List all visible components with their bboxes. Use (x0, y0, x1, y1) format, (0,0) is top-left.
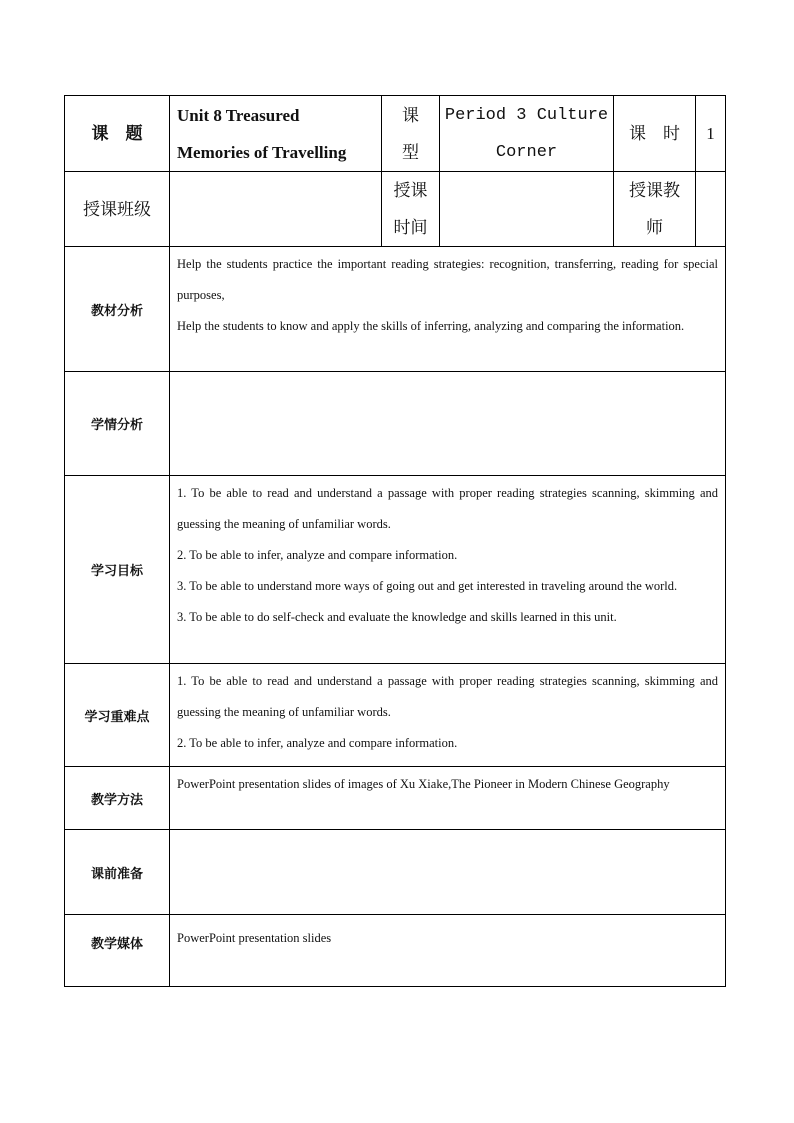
section-line: PowerPoint presentation slides of images of Xu Xiake,The Pioneer in Modern Chinese Geography (177, 777, 670, 791)
section-line: Help the students practice the important reading strategies: recognition, transferring, reading for special purposes, (177, 257, 718, 302)
lesson-plan-table (64, 95, 726, 987)
section-label: 教学方法 (65, 767, 170, 830)
section-row (65, 247, 726, 372)
teacher-value[interactable] (696, 172, 726, 247)
section-line: 3. To be able to do self-check and evaluate the knowledge and skills learned in this unit. (177, 610, 617, 624)
section-label: 学习重难点 (65, 664, 170, 767)
section-label: 学习目标 (65, 476, 170, 664)
teacher-label-line-2: 师 (646, 218, 663, 237)
section-label: 教学媒体 (65, 915, 170, 987)
section-row (65, 915, 726, 987)
section-content[interactable] (170, 830, 726, 915)
section-line: 1. To be able to read and understand a passage with proper reading strategies scanning, skimming and guessing the meaning of unfamiliar words. (177, 486, 718, 531)
section-content[interactable] (170, 372, 726, 476)
time-value[interactable] (440, 172, 614, 247)
section-row (65, 372, 726, 476)
section-line: Help the students to know and apply the skills of inferring, analyzing and comparing the information. (177, 319, 685, 333)
section-row (65, 476, 726, 664)
time-label-line-2: 时间 (393, 218, 428, 237)
section-line: 2. To be able to infer, analyze and compare information. (177, 736, 458, 750)
topic-value-line-1: Unit 8 Treasured (177, 105, 300, 125)
time-label (382, 172, 440, 247)
type-label (382, 96, 440, 172)
section-label: 课前准备 (65, 830, 170, 915)
teacher-label (614, 172, 696, 247)
type-value (440, 96, 614, 172)
section-row (65, 830, 726, 915)
section-label: 教材分析 (65, 247, 170, 372)
section-line: 3. To be able to understand more ways of going out and get interested in traveling around the world. (177, 579, 678, 593)
section-label: 学情分析 (65, 372, 170, 476)
topic-value-line-2: Memories of Travelling (177, 142, 347, 162)
class-value[interactable] (170, 172, 382, 247)
section-content (170, 664, 726, 767)
teacher-label-line-1: 授课教 (629, 181, 680, 200)
section-content (170, 476, 726, 664)
topic-label: 课 题 (65, 96, 170, 172)
type-value-line-2: Corner (495, 142, 558, 162)
period-value: 1 (696, 96, 726, 172)
section-line: 2. To be able to infer, analyze and compare information. (177, 548, 458, 562)
header-row-2 (65, 172, 726, 247)
time-label-line-1: 授课 (393, 181, 428, 200)
section-content (170, 767, 726, 830)
type-value-line-1: Period 3 Culture (444, 105, 609, 125)
section-line: 1. To be able to read and understand a passage with proper reading strategies scanning, skimming and guessing the meaning of unfamiliar words. (177, 674, 718, 719)
topic-value (170, 96, 382, 172)
section-content (170, 915, 726, 987)
header-row-1 (65, 96, 726, 172)
class-label: 授课班级 (65, 172, 170, 247)
section-line: PowerPoint presentation slides (177, 931, 332, 945)
section-row (65, 664, 726, 767)
period-label: 课 时 (614, 96, 696, 172)
type-label-line-1: 课 (402, 105, 419, 125)
section-content (170, 247, 726, 372)
section-row (65, 767, 726, 830)
type-label-line-2: 型 (402, 142, 419, 162)
